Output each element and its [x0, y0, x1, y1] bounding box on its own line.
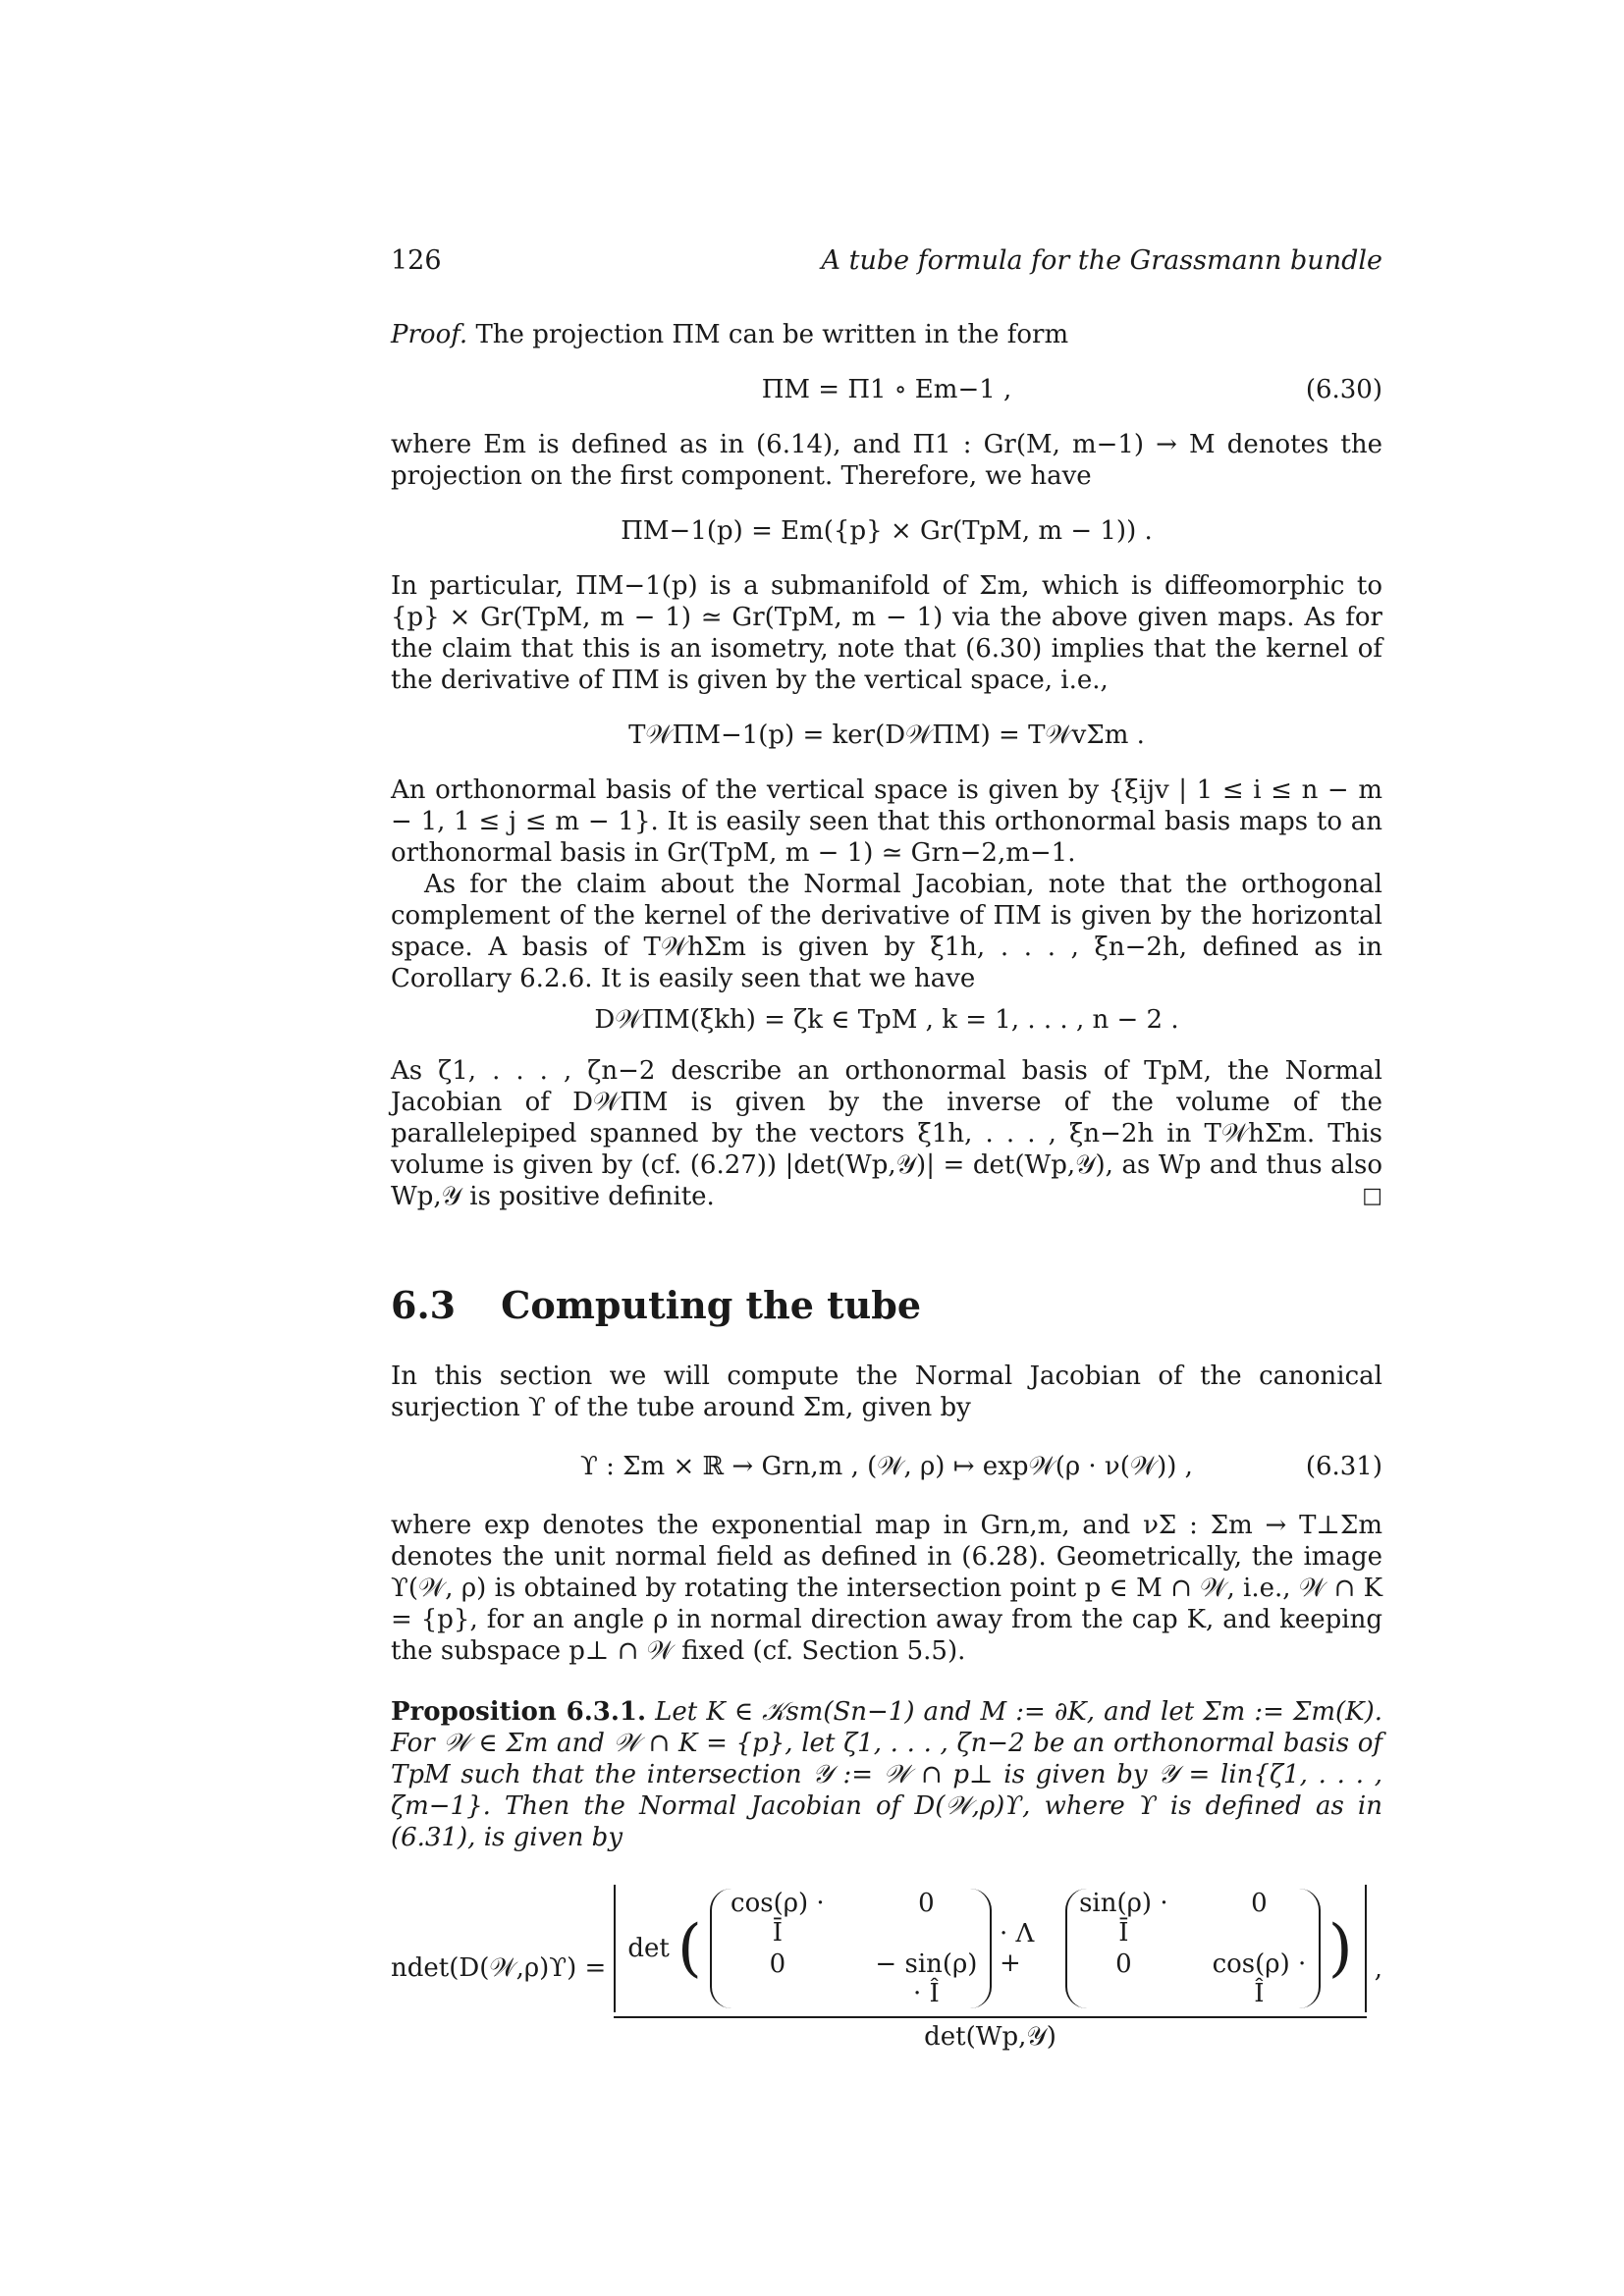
- m2-entry: cos(ρ) · Î: [1212, 1949, 1307, 2008]
- equation-6-30: [391, 374, 1382, 405]
- running-header: [391, 245, 1382, 276]
- equation-6-30-number: (6.30): [1305, 375, 1382, 404]
- rotation-matrix-1: [710, 1889, 992, 2008]
- proposition-body: Let K ∈ 𝒦sm(Sn−1) and M := ∂K, and let Σm := Σm(K). For 𝒲 ∈ Σm and 𝒲 ∩ K = {p}, let ζ1, . . . , ζn−2 be an orthonormal basis of TpM such that the intersection 𝒴 := 𝒲 ∩ p⊥ is given by 𝒴 = lin{ζ1, . . . , ζm−1}. Then the Normal Jacobian of D(𝒲,ρ)ϒ, where ϒ is defined as in (6.31), is given by: [391, 1697, 1383, 1852]
- fraction-bar: [614, 2016, 1366, 2018]
- m1-entry: − sin(ρ) · Î: [875, 1949, 978, 2008]
- qed-symbol: □: [1362, 1184, 1382, 1208]
- section-number: 6.3: [391, 1283, 457, 1327]
- page-number: 126: [391, 245, 442, 276]
- proof-p6-wrap: [391, 1055, 1382, 1212]
- proof-label: Proof.: [391, 320, 468, 349]
- close-paren: ): [1327, 1912, 1353, 1985]
- m2-entry: 0: [1115, 1949, 1132, 1979]
- times-lambda: · Λ +: [999, 1919, 1035, 1978]
- running-title: A tube formula for the Grassmann bundle: [821, 245, 1382, 276]
- m2-entry: sin(ρ) · Ī: [1079, 1889, 1168, 1948]
- proof-p6: As ζ1, . . . , ζn−2 describe an orthonormal basis of TpM, the Normal Jacobian of D𝒲ΠM is given by the inverse of the volume of the parallelepiped spanned by the vectors ξ1h, . . . , ξn−2h in T𝒲hΣm. This volume is given by (cf. (6.27)) |det(Wp,𝒴)| = det(Wp,𝒴), as Wp and thus also Wp,𝒴 is positive definite.: [391, 1056, 1382, 1211]
- m2-entry: 0: [1251, 1889, 1268, 1918]
- proof-p4: An orthonormal basis of the vertical space is given by {ξijv | 1 ≤ i ≤ n − m − 1, 1 ≤ j ≤ m − 1}. It is easily seen that this orthonormal basis maps to an orthonormal basis in Gr(TpM, m − 1) ≃ Grn−2,m−1.: [391, 775, 1382, 868]
- proof-p1: The projection ΠM can be written in the form: [475, 320, 1069, 349]
- ndet-numerator: [614, 1885, 1366, 2012]
- equation-preimage: ΠM−1(p) = Em({p} × Gr(TpM, m − 1)) .: [621, 516, 1153, 546]
- page: [391, 245, 1382, 2053]
- equation-6-31-body: ϒ : Σm × ℝ → Grn,m , (𝒲, ρ) ↦ exp𝒲(ρ · ν(𝒲)) ,: [580, 1452, 1193, 1481]
- open-paren: (: [677, 1912, 702, 1985]
- det-label: det: [627, 1934, 670, 1963]
- equation-6-31: [391, 1451, 1382, 1482]
- equation-tangent: T𝒲ΠM−1(p) = ker(D𝒲ΠM) = T𝒲vΣm .: [628, 721, 1145, 750]
- proposition-heading: Proposition 6.3.1.: [391, 1697, 647, 1727]
- m1-entry: cos(ρ) · Ī: [731, 1889, 825, 1948]
- m1-entry: 0: [769, 1949, 786, 1979]
- ndet-fraction: [614, 1885, 1366, 2053]
- proof-p2: where Em is defined as in (6.14), and Π1 : Gr(M, m−1) → M denotes the projection on the first component. Therefore, we have: [391, 430, 1382, 491]
- section-heading: [391, 1283, 1382, 1327]
- rotation-matrix-2: [1065, 1889, 1321, 2008]
- equation-trailing-comma: ,: [1374, 1953, 1382, 1984]
- section-p1: In this section we will compute the Normal Jacobian of the canonical surjection ϒ of the tube around Σm, given by: [391, 1362, 1382, 1422]
- normal-jacobian-equation: [391, 1885, 1382, 2053]
- proposition-text: [391, 1696, 1382, 1853]
- section-title: Computing the tube: [501, 1283, 922, 1327]
- proof-intro: [391, 319, 1382, 350]
- section-p2: where exp denotes the exponential map in Grn,m, and νΣ : Σm → T⊥Σm denotes the unit normal field as defined in (6.28). Geometrically, the image ϒ(𝒲, ρ) is obtained by rotating the intersection point p ∈ M ∩ 𝒲, i.e., 𝒲 ∩ K = {p}, for an angle ρ in normal direction away from the cap K, and keeping the subspace p⊥ ∩ 𝒲 fixed (cf. Section 5.5).: [391, 1511, 1382, 1666]
- ndet-denominator: det(Wp,𝒴): [924, 2022, 1056, 2052]
- equation-6-30-body: ΠM = Π1 ∘ Em−1 ,: [761, 375, 1012, 404]
- proof-p5: As for the claim about the Normal Jacobian, note that the orthogonal complement of the kernel of the derivative of ΠM is given by the horizontal space. A basis of T𝒲hΣm is given by ξ1h, . . . , ξn−2h, defined as in Corollary 6.2.6. It is easily seen that we have: [391, 870, 1382, 993]
- equation-derivative: D𝒲ΠM(ξkh) = ζk ∈ TpM , k = 1, . . . , n − 2 .: [594, 1005, 1179, 1035]
- equation-6-31-number: (6.31): [1305, 1452, 1382, 1481]
- m1-entry: 0: [918, 1889, 935, 1918]
- proposition-6-3-1: [391, 1696, 1382, 1853]
- proof-p3: In particular, ΠM−1(p) is a submanifold of Σm, which is diffeomorphic to {p} × Gr(TpM, m − 1) ≃ Gr(TpM, m − 1) via the above given maps. As for the claim that this is an isometry, note that (6.30) implies that the kernel of the derivative of ΠM is given by the vertical space, i.e.,: [391, 571, 1382, 695]
- ndet-lhs: ndet(D(𝒲,ρ)ϒ) =: [391, 1953, 607, 1983]
